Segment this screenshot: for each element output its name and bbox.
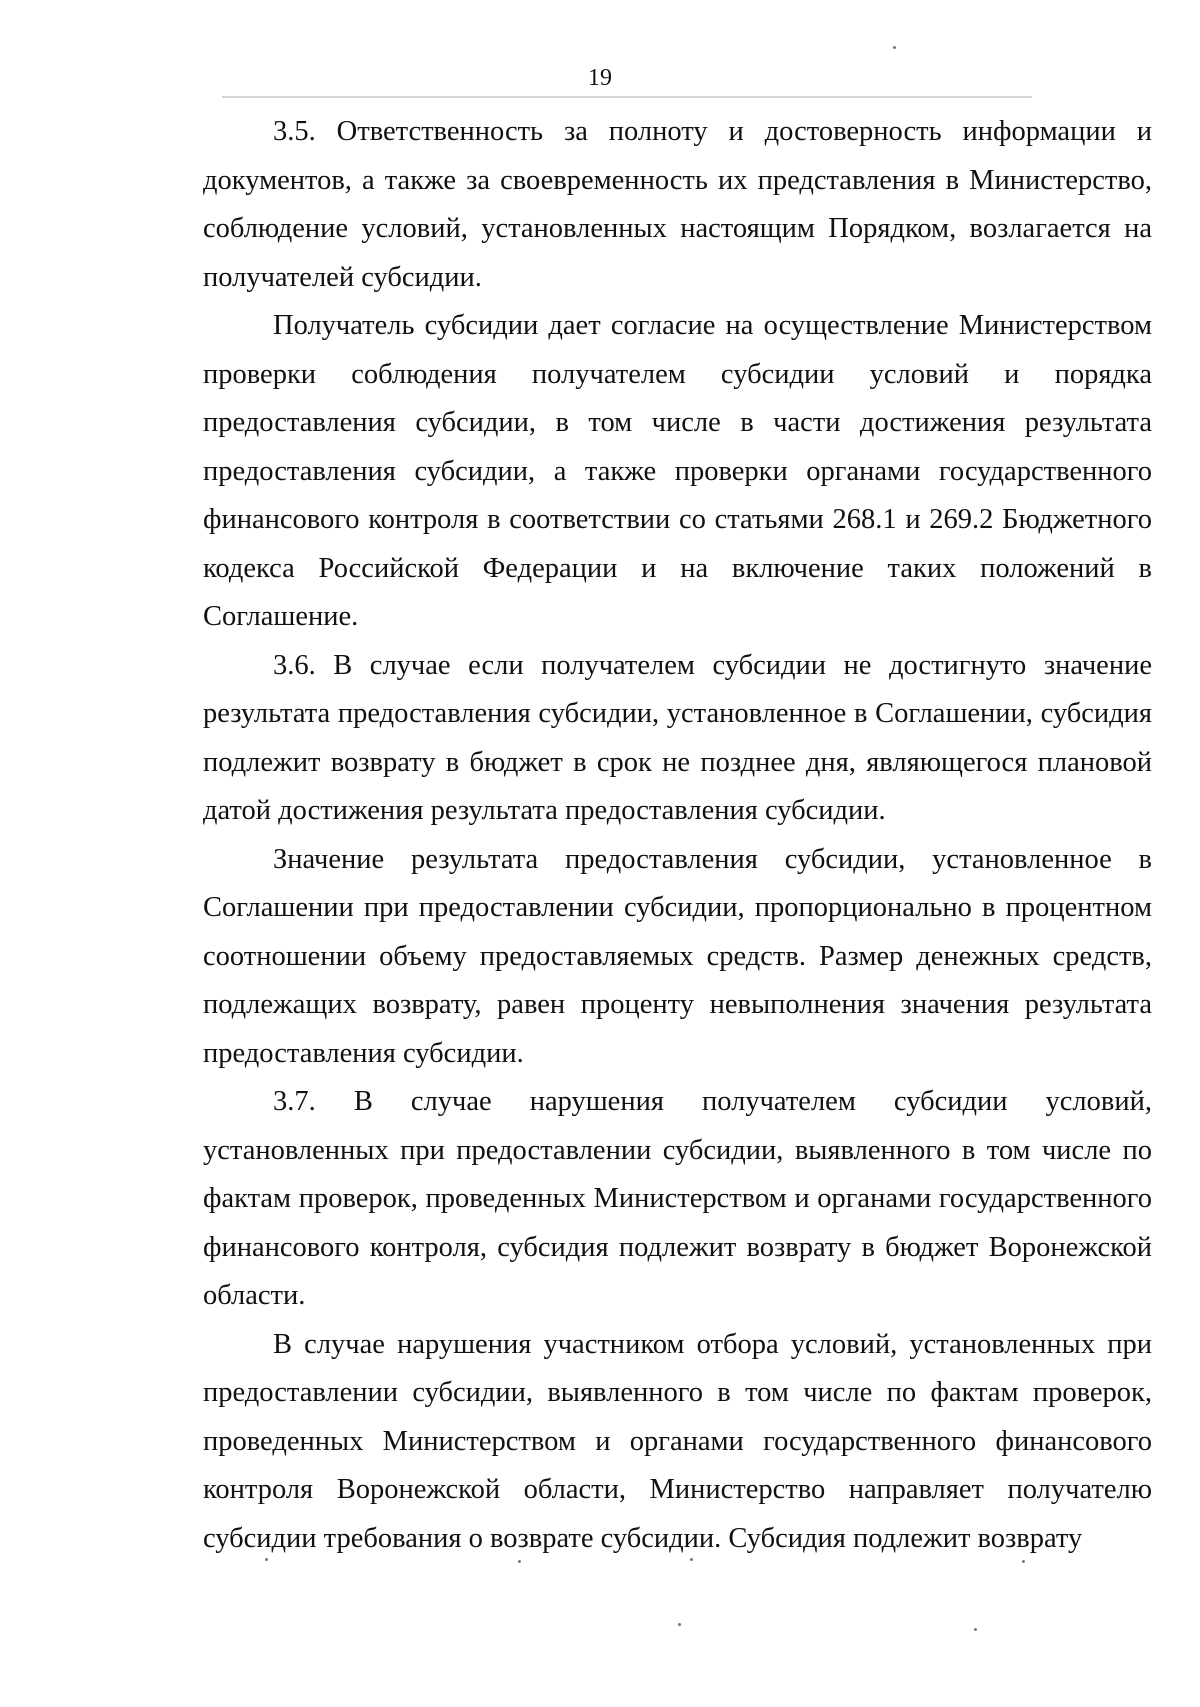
paragraph-violation-return: В случае нарушения участником отбора условий, установленных при предоставлении субсидии, выявленного в том числе по фактам проверок, проведенных Министерством и органами государственного финансового контроля Воронежской области, Министерство направляет получателю субсидии требования о возврате субсидии. Субсидия подлежит возврату xyxy=(203,1328,1152,1554)
paragraph-result-value: Значение результата предоставления субсидии, установленное в Соглашении при предоставлении субсидии, пропорционально в процентном соотношении объему предоставляемых средств. Размер денежных средств, подлежащих возврату, равен проценту невыполнения значения результата предоставления субсидии. xyxy=(203,843,1152,1069)
scan-speck xyxy=(518,1560,521,1563)
scan-speck xyxy=(265,1558,268,1561)
document-body xyxy=(203,108,1152,1563)
paragraph-3-5: 3.5. Ответственность за полноту и достоверность информации и документов, а также за своевременность их представления в Министерство, соблюдение условий, установленных настоящим Порядком, возлагается на получателей субсидии. xyxy=(203,116,1152,293)
paragraph-3-6: 3.6. В случае если получателем субсидии не достигнуто значение результата предоставления субсидии, установленное в Соглашении, субсидия подлежит возврату в бюджет в срок не позднее дня, являющегося плановой датой достижения результата предоставления субсидии. xyxy=(203,649,1152,826)
page-number: 19 xyxy=(588,65,612,91)
scan-speck xyxy=(893,46,896,49)
scan-speck xyxy=(690,1558,693,1561)
scan-speck xyxy=(1022,1560,1025,1563)
paragraph-consent: Получатель субсидии дает согласие на осуществление Министерством проверки соблюдения получателем субсидии условий и порядка предоставления субсидии, в том числе в части достижения результата предоставления субсидии, а также проверки органами государственного финансового контроля в соответствии со статьями 268.1 и 269.2 Бюджетного кодекса Российской Федерации и на включение таких положений в Соглашение. xyxy=(203,310,1152,632)
scan-artifact-top xyxy=(222,96,1032,98)
scan-speck xyxy=(678,1623,681,1626)
paragraph-3-7: 3.7. В случае нарушения получателем субсидии условий, установленных при предоставлении субсидии, выявленного в том числе по фактам проверок, проведенных Министерством и органами государственного финансового контроля, субсидия подлежит возврату в бюджет Воронежской области. xyxy=(203,1086,1152,1311)
scan-speck xyxy=(974,1628,977,1631)
